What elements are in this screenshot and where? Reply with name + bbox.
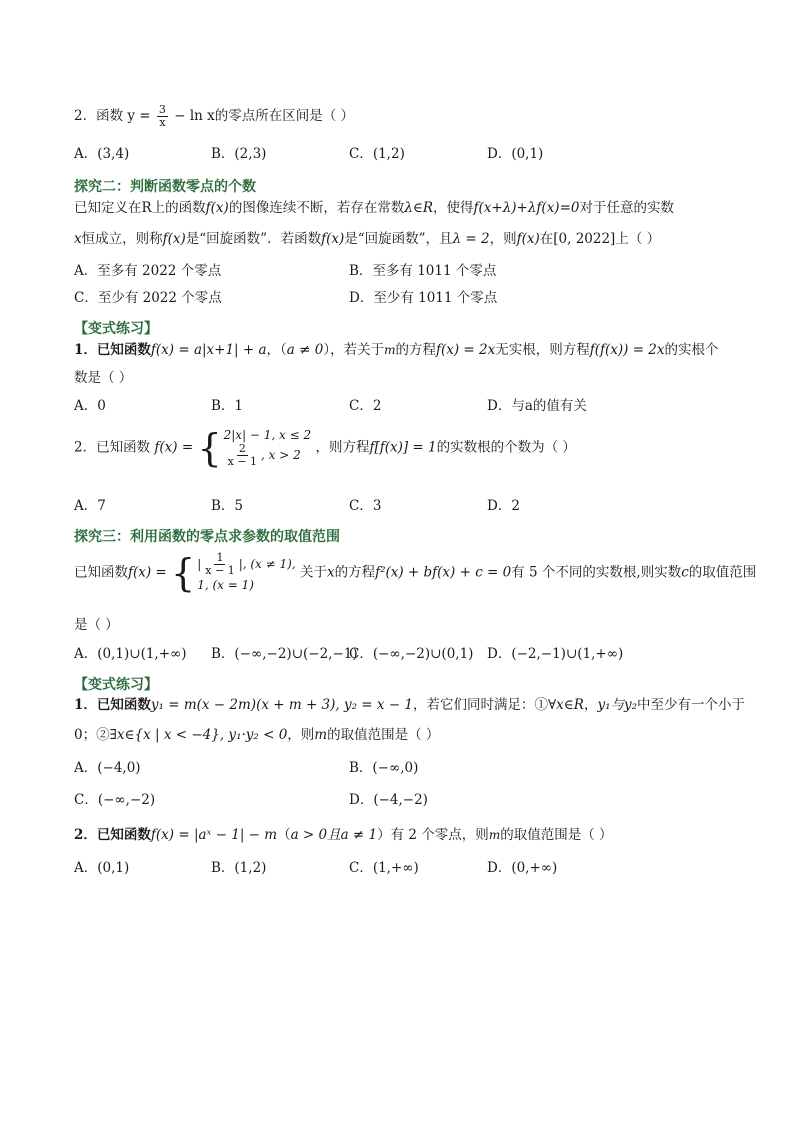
text: 关于 (299, 564, 327, 581)
text: ），若关于 (323, 342, 385, 358)
text: 的图像连续不断，若存在常数 (228, 200, 405, 216)
option-c[interactable]: C．(−∞,−2) (74, 792, 156, 808)
text: 对于任意的实数 (579, 200, 674, 216)
option-c[interactable]: C．3 (349, 498, 382, 514)
fraction-numerator: 3 (158, 103, 166, 116)
text: ， (583, 697, 598, 713)
formula: f(x+λ)+λf(x)=0 (473, 200, 580, 216)
left-brace-icon: { (171, 550, 196, 595)
question-number: 2．函数 (74, 108, 124, 124)
case-2 (224, 443, 312, 468)
text: （ (277, 827, 291, 843)
practice-1-q2 (74, 427, 576, 468)
formula-y: y = (127, 108, 151, 124)
piecewise-cases (197, 552, 295, 593)
option-d[interactable]: D．至少有 1011 个零点 (349, 290, 498, 306)
option-d[interactable]: D．与a的值有关 (487, 398, 587, 414)
practice-1-q1-line-2: 数是（ ） (74, 370, 133, 386)
option-a[interactable]: A．(0,1)∪(1,+∞) (74, 646, 187, 662)
text: ，（ (266, 342, 287, 358)
question-number: 2．已知函数 (74, 827, 151, 843)
formula: f(x) (516, 231, 540, 247)
section-3-stem (74, 552, 756, 593)
formula: y₁与y₂ (597, 697, 638, 713)
text: ，则方程 (315, 439, 370, 456)
formula: f²(x) + bf(x) + c = 0 (375, 564, 512, 581)
fraction-denominator: x − 1 (227, 455, 258, 468)
case-1: | $\frac{1}{x - 1}$ |, (x ≠ 1), (197, 551, 296, 577)
formula: a > 0且a ≠ 1 (290, 827, 378, 843)
text: 的实根个 (664, 342, 719, 358)
formula: a ≠ 0 (286, 342, 324, 358)
fraction-denominator: x (159, 116, 166, 129)
practice-heading: 【变式练习】 (74, 321, 158, 337)
formula: x (326, 564, 335, 581)
fraction-denominator: x − 1 (205, 564, 235, 577)
formula: f(x) = a|x+1| + a (150, 342, 267, 358)
text: ，若它们同时满足：① (413, 697, 549, 713)
case-condition: , x > 2 (261, 448, 301, 462)
option-d[interactable]: D．(−2,−1)∪(1,+∞) (487, 646, 624, 662)
section-heading-3: 探究三：利用函数的零点求参数的取值范围 (74, 529, 340, 545)
text: 的取值范围 (688, 564, 757, 581)
formula: f(x) (205, 200, 229, 216)
option-b[interactable]: B．至多有 1011 个零点 (349, 263, 497, 279)
piecewise-cases (224, 427, 312, 468)
formula: m (314, 727, 328, 743)
text: 的方程 (334, 564, 376, 581)
option-d[interactable]: D．(0,+∞) (487, 860, 558, 876)
text: ，使得 (433, 200, 474, 216)
formula: f(x) (321, 231, 345, 247)
formula: x (74, 231, 82, 247)
text: ，则 (489, 231, 517, 247)
piecewise-function (197, 427, 311, 468)
option-c[interactable]: C．2 (349, 398, 382, 414)
text: 中至少有一个小于 (637, 697, 746, 713)
option-a[interactable]: A．0 (74, 398, 106, 414)
text: 已知函数 (74, 564, 128, 581)
formula: f(x) (162, 231, 186, 247)
formula: y₁ = m(x − 2m)(x + m + 3), y₂ = x − 1 (150, 697, 414, 713)
fraction-numerator: 1 (216, 551, 224, 564)
option-a[interactable]: A．(3,4) (74, 146, 130, 162)
formula: λ = 2 (452, 231, 490, 247)
formula: m (488, 828, 501, 842)
option-b[interactable]: B．(1,2) (211, 860, 267, 876)
option-c[interactable]: C．(1,+∞) (349, 860, 419, 876)
section-2-text-line-2 (74, 230, 660, 248)
text: 0；② (74, 727, 110, 743)
practice-2-q2 (74, 826, 613, 844)
formula: f(x) = 2x (435, 342, 496, 358)
text: 是“回旋函数”．若函数 (185, 231, 322, 247)
section-2-text-line-1 (74, 199, 674, 217)
option-c[interactable]: C．(1,2) (349, 146, 405, 162)
formula: f(x) = (154, 439, 194, 456)
formula-tail: − ln x (174, 108, 215, 124)
question-number: 1．已知函数 (74, 697, 151, 713)
option-a[interactable]: A．至多有 2022 个零点 (74, 263, 222, 279)
option-b[interactable]: B．(−∞,−2)∪(−2,−1) (211, 646, 358, 662)
formula: ∃x∈{x | x < −4}, y₁·y₂ < 0 (109, 727, 288, 743)
section-3-stem-line-2: 是（ ） (74, 617, 119, 633)
option-d[interactable]: D．(−4,−2) (349, 792, 428, 808)
option-c[interactable]: C．至少有 2022 个零点 (74, 290, 222, 306)
text: ，则 (287, 727, 315, 743)
text: 是“回旋函数”，且 (344, 231, 453, 247)
text: 的取值范围是（ ） (500, 827, 613, 843)
formula: c (681, 564, 689, 581)
text: 的取值范围是（ ） (327, 727, 440, 743)
text: 上（ ） (615, 231, 661, 247)
case-1: 2|x| − 1, x ≤ 2 (223, 428, 312, 442)
practice-heading: 【变式练习】 (74, 677, 158, 693)
question-2-stem (74, 104, 354, 129)
formula: ∀x∈R (548, 697, 584, 713)
fraction-numerator: 2 (238, 442, 246, 455)
fraction (203, 552, 236, 577)
option-b[interactable]: B．(−∞,0) (349, 760, 419, 776)
question-number: 1．已知函数 (74, 342, 151, 358)
text: 有 5 个不同的实数根,则实数 (511, 564, 682, 581)
practice-2-q1-line-1 (74, 696, 745, 714)
practice-1-q1-line-1 (74, 341, 719, 359)
formula: m (384, 343, 396, 357)
left-brace-icon: { (197, 425, 222, 470)
option-a[interactable]: A．(0,1) (74, 860, 130, 876)
formula: f(x) = |aˣ − 1| − m (150, 827, 278, 843)
text: 在 (539, 231, 554, 247)
fraction (226, 443, 259, 468)
option-d[interactable]: D．2 (487, 498, 520, 514)
fraction-3-over-x (157, 104, 168, 129)
option-c[interactable]: C．(−∞,−2)∪(0,1) (349, 646, 474, 662)
formula: f[f(x)] = 1 (369, 439, 437, 456)
formula: λ∈R (404, 200, 434, 216)
formula: f(f(x)) = 2x (589, 342, 665, 358)
practice-2-q1-line-2 (74, 726, 439, 744)
text: 已知定义在R上的函数 (74, 200, 206, 216)
text: 恒成立，则称 (81, 231, 163, 247)
option-b[interactable]: B．1 (211, 398, 244, 414)
text: ）有 2 个零点，则 (377, 827, 489, 843)
case-2: 1, (x = 1) (197, 578, 254, 592)
option-a[interactable]: A．(−4,0) (74, 760, 141, 776)
text: 的实数根的个数为（ ） (436, 439, 576, 456)
formula: f(x) = (128, 564, 167, 581)
question-text: 的零点所在区间是（ ） (214, 108, 355, 124)
section-heading-2: 探究二：判断函数零点的个数 (74, 179, 256, 195)
text: 的方程 (395, 342, 436, 358)
option-b[interactable]: B．(2,3) (211, 146, 267, 162)
option-d[interactable]: D．(0,1) (487, 146, 544, 162)
text: 无实根，则方程 (495, 342, 590, 358)
formula: [0, 2022] (553, 231, 616, 247)
piecewise-function (171, 552, 296, 593)
option-b[interactable]: B．5 (211, 498, 244, 514)
option-a[interactable]: A．7 (74, 498, 106, 514)
question-number: 2．已知函数 (74, 439, 151, 456)
case-condition: , (x ≠ 1), (242, 557, 296, 571)
